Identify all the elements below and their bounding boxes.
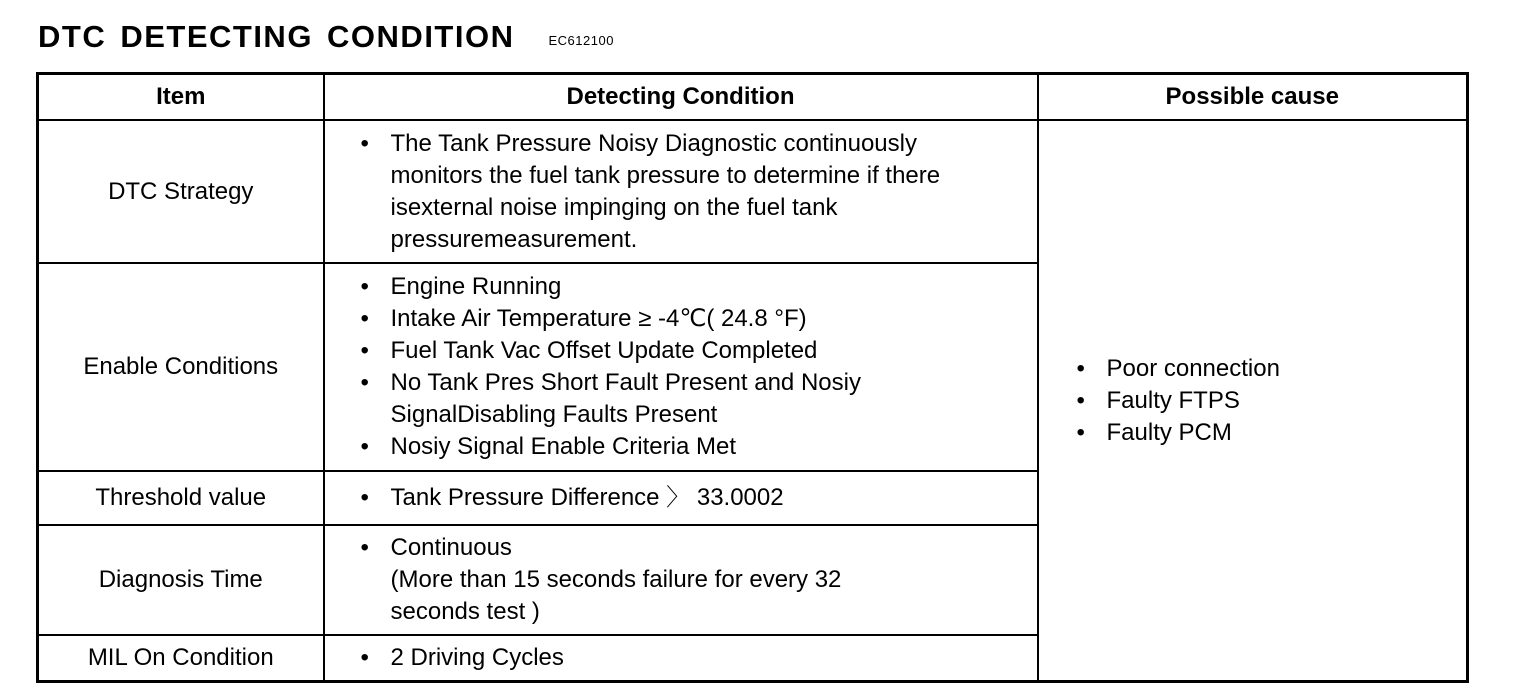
condition-item: • Engine Running	[361, 271, 1027, 303]
item-mil-on-condition: MIL On Condition	[38, 635, 324, 682]
possible-cause-item: • Faulty PCM	[1077, 417, 1457, 449]
dtc-condition-table	[36, 72, 1469, 683]
possible-cause-list	[1077, 353, 1457, 449]
table-row-dtc-strategy	[38, 120, 1468, 263]
column-header-possible-cause: Possible cause	[1038, 74, 1468, 121]
possible-cause-item: • Faulty FTPS	[1077, 385, 1457, 417]
condition-item: • Fuel Tank Vac Offset Update Completed	[361, 335, 1027, 367]
condition-enable-conditions	[324, 263, 1038, 471]
condition-list	[361, 128, 1027, 256]
condition-item: • Tank Pressure Difference 〉 33.0002	[361, 482, 1027, 514]
condition-item: • The Tank Pressure Noisy Diagnostic continuously monitors the fuel tank pressure to determine if there isexternal noise impinging on the fuel tank pressuremeasurement.	[361, 128, 991, 256]
item-diagnosis-time: Diagnosis Time	[38, 525, 324, 635]
condition-list	[361, 482, 1027, 514]
condition-diagnosis-time	[324, 525, 1038, 635]
condition-note: (More than 15 seconds failure for every 32 seconds test )	[390, 566, 842, 625]
condition-dtc-strategy	[324, 120, 1038, 263]
condition-list	[361, 271, 1027, 463]
condition-item: • Intake Air Temperature ≥ -4℃( 24.8 °F)	[361, 303, 1027, 335]
condition-list	[361, 532, 1027, 564]
item-enable-conditions: Enable Conditions	[38, 263, 324, 471]
condition-item: • Nosiy Signal Enable Criteria Met	[361, 431, 1027, 463]
item-dtc-strategy: DTC Strategy	[38, 120, 324, 263]
condition-threshold-value	[324, 471, 1038, 525]
condition-item: • Continuous	[361, 532, 1027, 564]
column-header-item: Item	[38, 74, 324, 121]
table-header-row	[38, 74, 1468, 121]
condition-item: • No Tank Pres Short Fault Present and Nosiy SignalDisabling Faults Present	[361, 367, 951, 431]
document-code: EC612100	[548, 33, 614, 48]
column-header-detecting-condition: Detecting Condition	[324, 74, 1038, 121]
possible-cause-item: • Poor connection	[1077, 353, 1457, 385]
item-threshold-value: Threshold value	[38, 471, 324, 525]
condition-mil-on-condition	[324, 635, 1038, 682]
condition-list	[361, 642, 1027, 674]
possible-cause-cell	[1038, 120, 1468, 682]
condition-item: • 2 Driving Cycles	[361, 642, 1027, 674]
title-row	[38, 8, 614, 52]
page-title: DTC DETECTING CONDITION	[38, 19, 515, 54]
